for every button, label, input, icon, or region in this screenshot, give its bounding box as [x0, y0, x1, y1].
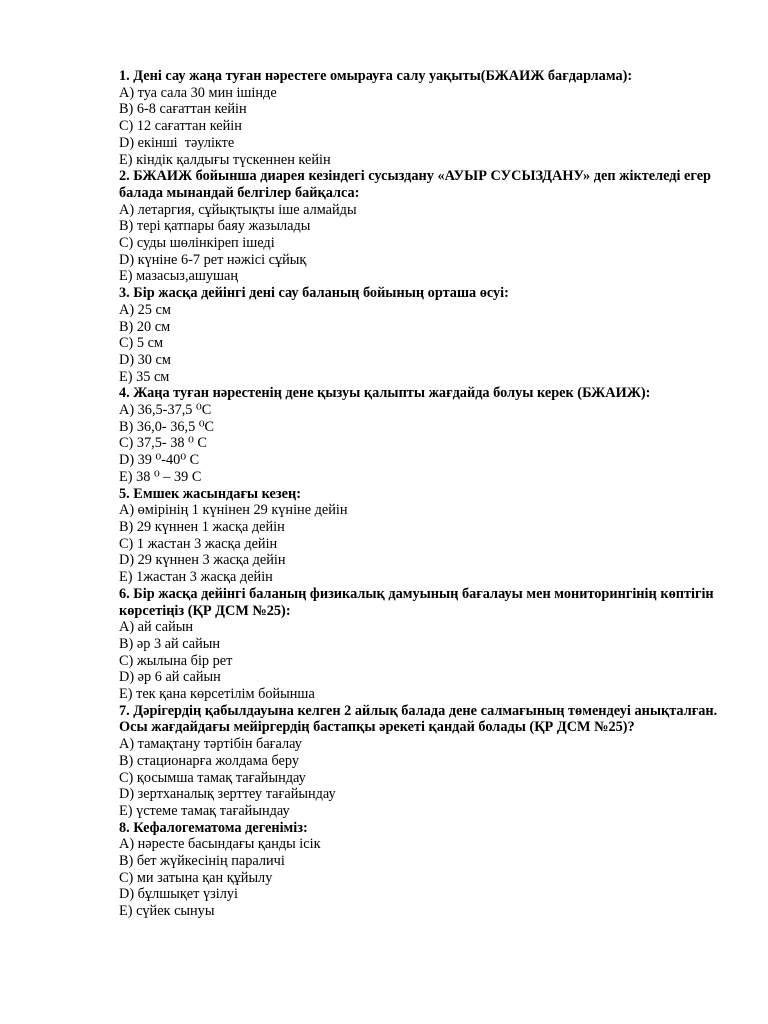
answer-option-a: А) летаргия, сұйықтықты іше алмайды — [119, 201, 357, 218]
question-text: 7. Дәрігердің қабылдауына келген 2 айлық балада дене салмағының төмендеуі анықталған. Осы жағдайдағы мейіргердің бастапқы әрекеті қандай болады (ҚР ДСМ №25)? — [119, 702, 718, 736]
answer-option-b: В) 20 см — [119, 318, 171, 335]
answer-option-e: Е) 35 см — [119, 368, 170, 385]
question-6 — [119, 586, 728, 703]
answer-option-c: С) ми затына қан құйылу — [119, 869, 273, 886]
answer-option-d: D) әр 6 ай сайын — [119, 669, 221, 686]
question-4 — [119, 385, 728, 485]
question-5 — [119, 486, 728, 586]
answer-option-c: С) қосымша тамақ тағайындау — [119, 769, 306, 786]
question-text: 8. Кефалогематома дегеніміз: — [119, 819, 308, 836]
answer-option-a: А) өмірінің 1 күнінен 29 күніне дейін — [119, 502, 348, 519]
answer-option-a: А) ай сайын — [119, 619, 194, 636]
answer-option-d: D) зертханалық зерттеу тағайындау — [119, 786, 336, 803]
answer-option-c: С) 12 сағаттан кейін — [119, 118, 242, 135]
question-text: 5. Емшек жасындағы кезең: — [119, 485, 301, 502]
answer-option-b: В) 36,0- 36,5 ⁰С — [119, 418, 215, 435]
answer-option-b: В) стационарға жолдама беру — [119, 752, 300, 769]
answer-option-e: Е) кіндік қалдығы түскеннен кейін — [119, 151, 331, 168]
answer-option-c: С) суды шөлінкіреп ішеді — [119, 235, 275, 252]
answer-option-b: В) әр 3 ай сайын — [119, 635, 221, 652]
question-text: 3. Бір жасқа дейінгі дені сау баланың бойының орташа өсуі: — [119, 285, 509, 302]
answer-option-d: D) 39 ⁰-40⁰ С — [119, 452, 200, 469]
answer-option-e: Е) сүйек сынуы — [119, 903, 215, 920]
question-2 — [119, 168, 728, 285]
answer-option-c: С) 37,5- 38 ⁰ С — [119, 435, 207, 452]
answer-option-e: Е) үстеме тамақ тағайындау — [119, 802, 290, 819]
answer-option-b: В) тері қатпары баяу жазылады — [119, 218, 311, 235]
answer-option-a: А) 25 см — [119, 301, 171, 318]
answer-option-c: С) 1 жастан 3 жасқа дейін — [119, 535, 278, 552]
answer-option-b: В) бет жүйкесінің параличі — [119, 853, 285, 870]
answer-option-d: D) күніне 6-7 рет нәжісі сұйық — [119, 251, 307, 268]
answer-option-e: Е) 1жастан 3 жасқа дейін — [119, 569, 273, 586]
answer-option-d: D) екінші тәулікте — [119, 134, 235, 151]
answer-option-e: Е) тек қана көрсетілім бойынша — [119, 686, 315, 703]
question-text: 4. Жаңа туған нәрестенің дене қызуы қалыпты жағдайда болуы керек (БЖАИЖ): — [119, 385, 651, 402]
answer-option-a: А) туа сала 30 мин ішінде — [119, 84, 277, 101]
answer-option-a: А) 36,5-37,5 ⁰С — [119, 402, 212, 419]
answer-option-e: Е) 38 ⁰ – 39 С — [119, 468, 202, 485]
answer-option-d: D) 29 күннен 3 жасқа дейін — [119, 552, 286, 569]
answer-option-c: С) жылына бір рет — [119, 652, 233, 669]
question-3 — [119, 285, 728, 385]
answer-option-a: А) нәресте басындағы қанды ісік — [119, 836, 321, 853]
question-text: 2. БЖАИЖ бойынша диарея кезіндегі сусыздану «АУЫР СУСЫЗДАНУ» деп жіктеледі егер балада мынандай белгілер байқалса: — [119, 168, 712, 201]
answer-option-b: В) 6-8 сағаттан кейін — [119, 101, 247, 118]
answer-option-b: В) 29 күннен 1 жасқа дейін — [119, 518, 285, 535]
answer-option-d: D) бұлшықет үзілуі — [119, 886, 238, 903]
question-1 — [119, 68, 728, 168]
question-8 — [119, 820, 728, 920]
answer-option-a: А) тамақтану тәртібін бағалау — [119, 736, 302, 753]
question-7 — [119, 703, 728, 820]
answer-option-d: D) 30 см — [119, 351, 171, 368]
question-text: 1. Дені сау жаңа туған нәрестеге омырауға салу уақыты(БЖАИЖ бағдарлама): — [119, 68, 633, 84]
question-text: 6. Бір жасқа дейінгі баланың физикалық дамуының бағалауы мен мониторингінің көптігін көрсетіңіз (ҚР ДСМ №25): — [119, 585, 714, 619]
answer-option-e: Е) мазасыз,ашушаң — [119, 268, 239, 285]
answer-option-c: С) 5 см — [119, 335, 163, 352]
